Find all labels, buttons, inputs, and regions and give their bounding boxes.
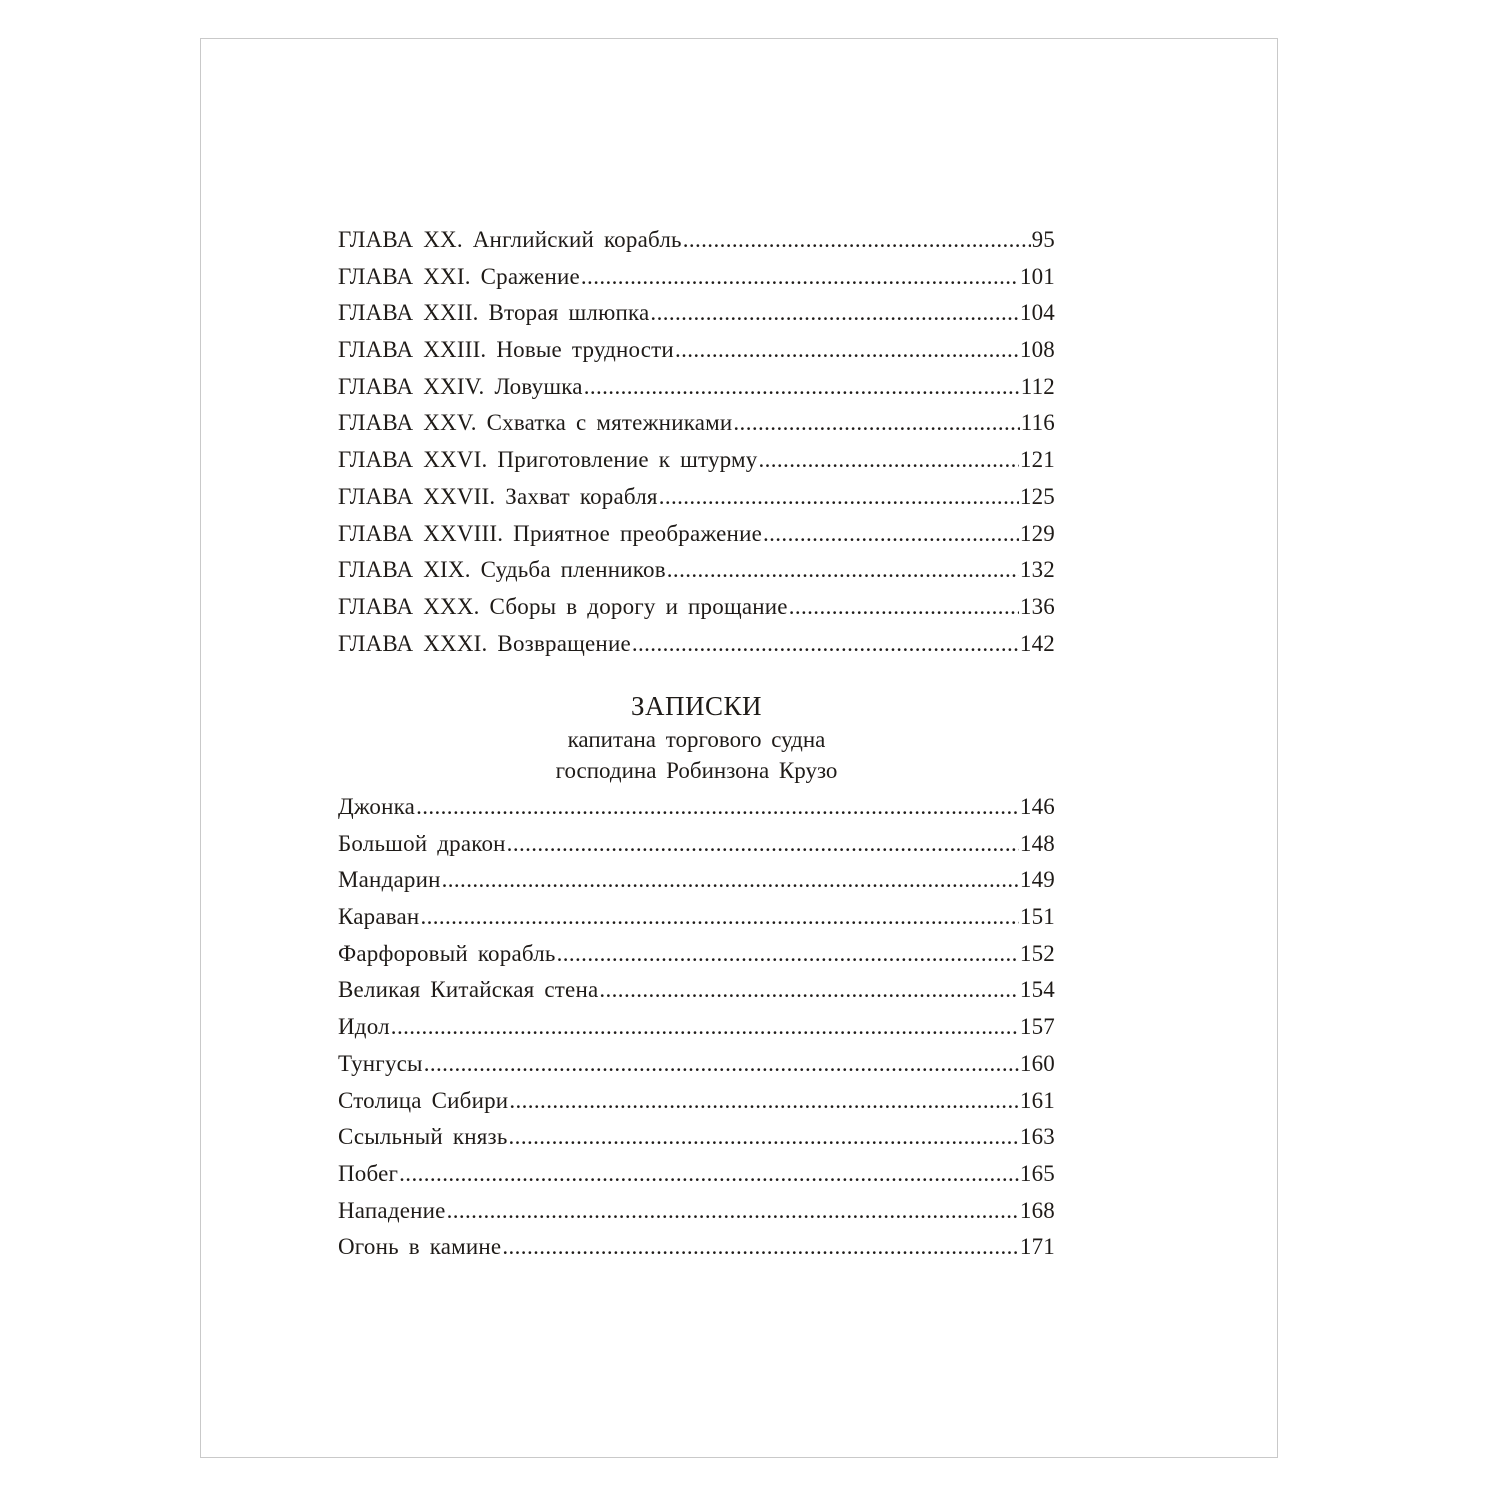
- toc-leader-dots: [599, 972, 1019, 1009]
- toc-entry: [338, 332, 1055, 369]
- toc-leader-dots: [733, 405, 1019, 442]
- toc-entry-title: Джонка: [338, 794, 416, 819]
- toc-entry: [338, 1083, 1055, 1120]
- toc-entry-title: ГЛАВА XXIII. Новые трудности: [338, 337, 674, 363]
- toc-entry-page: 136: [1019, 593, 1055, 619]
- toc-leader-dots: [447, 1193, 1019, 1230]
- toc-entry-page: 148: [1019, 830, 1055, 856]
- toc-leader-dots: [667, 552, 1019, 589]
- toc-entry-title: Мандарин: [338, 867, 441, 893]
- toc-entry-title: ГЛАВА XX. Английский корабль: [338, 227, 682, 252]
- toc-entry-page: 168: [1019, 1197, 1055, 1223]
- toc-leader-dots: [416, 789, 1019, 826]
- toc-entry: [338, 936, 1055, 973]
- toc-entry-page: 121: [1019, 447, 1055, 473]
- toc-entry: [338, 442, 1055, 479]
- toc-entry-page: 165: [1019, 1160, 1055, 1186]
- toc-entry: [338, 1009, 1055, 1046]
- toc-entry-page: 171: [1019, 1234, 1055, 1260]
- toc-leader-dots: [509, 1083, 1019, 1120]
- toc-entry-page: 129: [1019, 520, 1055, 546]
- toc-leader-dots: [675, 332, 1019, 369]
- toc-entry: [338, 479, 1055, 516]
- toc-leader-dots: [581, 259, 1019, 296]
- toc-entry-title: Большой дракон: [338, 830, 506, 856]
- toc-entry-page: 161: [1019, 1087, 1055, 1113]
- toc-entry-page: 95: [1031, 227, 1055, 252]
- toc-entry: [338, 295, 1055, 332]
- toc-entry-page: 125: [1019, 483, 1055, 509]
- toc-entry: [338, 826, 1055, 863]
- toc-leader-dots: [424, 1046, 1019, 1083]
- toc-entry-title: ГЛАВА XXV. Схватка с мятежниками: [338, 410, 733, 436]
- toc-entry-title: ГЛАВА XXI. Сражение: [338, 263, 580, 289]
- toc-leader-dots: [391, 1009, 1019, 1046]
- toc-entry-page: 112: [1020, 373, 1055, 399]
- toc-entry-title: ГЛАВА XIX. Судьба пленников: [338, 557, 666, 583]
- section-heading: [338, 688, 1055, 786]
- toc-leader-dots: [442, 862, 1019, 899]
- toc-leader-dots: [420, 899, 1018, 936]
- toc-entry-title: ГЛАВА XXVI. Приготовление к штурму: [338, 447, 758, 473]
- toc-leader-dots: [507, 826, 1019, 863]
- toc-entry-page: 132: [1019, 557, 1055, 583]
- toc-entry: [338, 589, 1055, 626]
- toc-entry: [338, 789, 1055, 826]
- toc-entry-page: 116: [1020, 410, 1055, 436]
- toc-leader-dots: [789, 589, 1019, 626]
- table-of-contents-part-one: [338, 222, 1055, 662]
- toc-leader-dots: [763, 516, 1019, 553]
- toc-entry: [338, 1193, 1055, 1230]
- toc-leader-dots: [399, 1156, 1019, 1193]
- toc-entry: [338, 516, 1055, 553]
- toc-entry: [338, 552, 1055, 589]
- toc-entry: [338, 405, 1055, 442]
- toc-entry: [338, 259, 1055, 296]
- toc-leader-dots: [509, 1119, 1019, 1156]
- toc-entry: [338, 1119, 1055, 1156]
- toc-entry-title: ГЛАВА XXVII. Захват корабля: [338, 483, 658, 509]
- toc-leader-dots: [758, 442, 1018, 479]
- toc-leader-dots: [557, 936, 1019, 973]
- toc-entry-title: ГЛАВА XXII. Вторая шлюпка: [338, 300, 650, 326]
- toc-entry: [338, 1156, 1055, 1193]
- toc-entry-page: 160: [1019, 1050, 1055, 1076]
- toc-entry: [338, 369, 1055, 406]
- toc-entry: [338, 1229, 1055, 1266]
- toc-entry-page: 146: [1019, 794, 1055, 819]
- toc-entry-page: 157: [1019, 1014, 1055, 1040]
- toc-entry-title: Столица Сибири: [338, 1087, 509, 1113]
- toc-entry-page: 163: [1019, 1124, 1055, 1150]
- toc-entry-title: Идол: [338, 1014, 390, 1040]
- toc-entry-title: Побег: [338, 1160, 399, 1186]
- toc-entry-title: ГЛАВА XXVIII. Приятное преображение: [338, 520, 762, 546]
- section-subtitle-line1: капитана торгового судна: [567, 727, 826, 752]
- toc-entry-title: ГЛАВА XXIV. Ловушка: [338, 373, 583, 399]
- toc-entry-title: ГЛАВА XXXI. Возвращение: [338, 630, 631, 656]
- toc-leader-dots: [502, 1229, 1019, 1266]
- toc-leader-dots: [632, 626, 1019, 663]
- toc-entry: [338, 222, 1055, 259]
- toc-entry-page: 152: [1019, 940, 1055, 966]
- toc-leader-dots: [650, 295, 1018, 332]
- toc-entry-page: 142: [1019, 630, 1055, 656]
- toc-entry: [338, 1046, 1055, 1083]
- toc-entry: [338, 626, 1055, 663]
- table-of-contents-part-two: [338, 789, 1055, 1266]
- toc-entry-page: 108: [1019, 337, 1055, 363]
- toc-entry-page: 151: [1019, 904, 1055, 930]
- toc-entry-title: Нападение: [338, 1197, 446, 1223]
- section-title: ЗАПИСКИ: [630, 691, 763, 721]
- toc-entry-page: 154: [1019, 977, 1055, 1003]
- toc-entry: [338, 972, 1055, 1009]
- toc-entry-page: 149: [1019, 867, 1055, 893]
- toc-entry-page: 101: [1019, 263, 1055, 289]
- toc-entry-title: Караван: [338, 904, 420, 930]
- toc-leader-dots: [659, 479, 1019, 516]
- section-subtitle-line2: господина Робинзона Крузо: [555, 758, 838, 783]
- toc-entry-title: Огонь в камине: [338, 1234, 502, 1260]
- toc-entry: [338, 862, 1055, 899]
- toc-entry-title: Фарфоровый корабль: [338, 940, 556, 966]
- toc-entry-title: Великая Китайская стена: [338, 977, 599, 1003]
- toc-entry-title: Ссыльный князь: [338, 1124, 508, 1150]
- toc-entry-title: ГЛАВА XXX. Сборы в дорогу и прощание: [338, 593, 788, 619]
- toc-entry-page: 104: [1019, 300, 1055, 326]
- toc-entry-title: Тунгусы: [338, 1050, 423, 1076]
- toc-leader-dots: [584, 369, 1020, 406]
- toc-entry: [338, 899, 1055, 936]
- toc-leader-dots: [683, 222, 1031, 259]
